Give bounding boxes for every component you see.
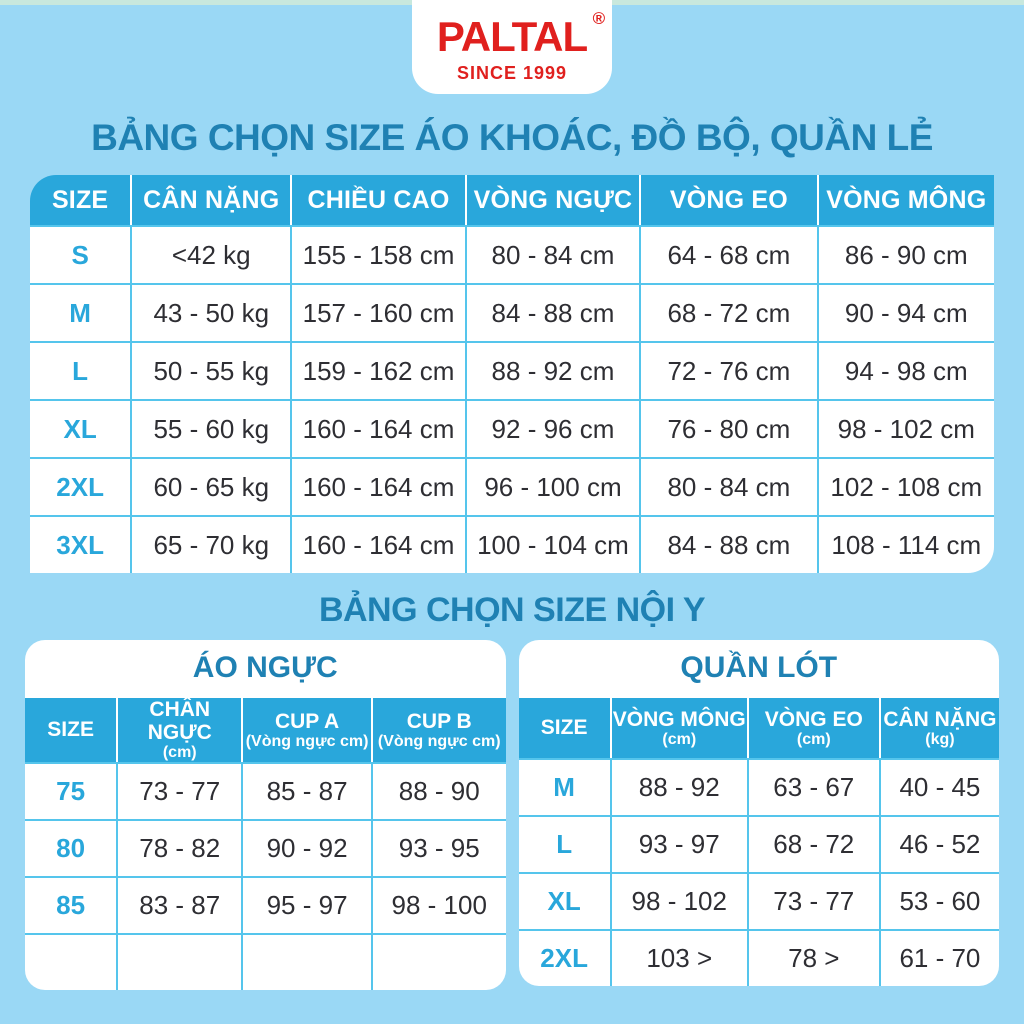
size-label: 80 xyxy=(25,819,116,876)
weight-cell: 46 - 52 xyxy=(879,815,999,872)
column-header-main: CUP A xyxy=(274,709,340,733)
weight-cell: 60 - 65 kg xyxy=(130,457,290,515)
bra-size-table xyxy=(25,696,506,990)
size-row xyxy=(519,815,1000,872)
waist-cell: 73 - 77 xyxy=(747,872,879,929)
column-header-unit: (cm) xyxy=(662,730,697,748)
cup-a-cell: 95 - 97 xyxy=(241,876,371,933)
bra-table-wrap xyxy=(25,640,506,990)
brand-tagline: SINCE 1999 xyxy=(456,63,568,83)
column-header-height: CHIỀU CAO xyxy=(290,175,464,225)
bust-cell: 84 - 88 cm xyxy=(465,283,639,341)
underbust-cell: 83 - 87 xyxy=(116,876,241,933)
header-row xyxy=(30,175,994,225)
size-row xyxy=(30,283,994,341)
waist-cell: 68 - 72 xyxy=(747,815,879,872)
column-header-unit: (cm) xyxy=(162,744,197,762)
size-label: 3XL xyxy=(30,515,130,573)
height-cell: 159 - 162 cm xyxy=(290,341,464,399)
column-header-hip xyxy=(610,696,747,758)
section-title-underwear: BẢNG CHỌN SIZE NỘI Y xyxy=(318,591,706,629)
size-label: L xyxy=(30,341,130,399)
size-row xyxy=(30,515,994,573)
weight-cell: <42 kg xyxy=(130,225,290,283)
hip-cell: 90 - 94 cm xyxy=(817,283,994,341)
column-header-hip: VÒNG MÔNG xyxy=(817,175,994,225)
size-row xyxy=(519,872,1000,929)
cup-b-cell: 93 - 95 xyxy=(371,819,506,876)
column-header-size: SIZE xyxy=(519,696,610,758)
weight-cell: 55 - 60 kg xyxy=(130,399,290,457)
height-cell: 160 - 164 cm xyxy=(290,399,464,457)
column-header-cup-a xyxy=(241,696,371,762)
column-header-unit: (Vòng ngực cm) xyxy=(377,732,501,750)
column-header-waist xyxy=(747,696,879,758)
hip-cell: 88 - 92 xyxy=(610,758,747,815)
weight-cell: 43 - 50 kg xyxy=(130,283,290,341)
outerwear-size-table xyxy=(30,175,994,573)
column-header-cup-b xyxy=(371,696,506,762)
weight-cell: 40 - 45 xyxy=(879,758,999,815)
column-header-main: CÂN NẶNG xyxy=(883,707,997,731)
brand-logo xyxy=(436,9,606,60)
waist-cell: 72 - 76 cm xyxy=(639,341,816,399)
size-label: XL xyxy=(519,872,610,929)
height-cell: 160 - 164 cm xyxy=(290,457,464,515)
panty-table-title: QUẦN LÓT xyxy=(519,640,1000,696)
header-row xyxy=(25,696,506,762)
size-label: 2XL xyxy=(519,929,610,986)
column-header-size: SIZE xyxy=(30,175,130,225)
column-header-main: CUP B xyxy=(406,709,472,733)
height-cell: 160 - 164 cm xyxy=(290,515,464,573)
bust-cell: 96 - 100 cm xyxy=(465,457,639,515)
bust-cell: 92 - 96 cm xyxy=(465,399,639,457)
size-row xyxy=(30,225,994,283)
waist-cell: 76 - 80 cm xyxy=(639,399,816,457)
size-row xyxy=(25,876,506,933)
header-row xyxy=(519,696,1000,758)
column-header-underbust xyxy=(116,696,241,762)
hip-cell: 93 - 97 xyxy=(610,815,747,872)
waist-cell: 68 - 72 cm xyxy=(639,283,816,341)
size-row xyxy=(25,762,506,819)
weight-cell: 65 - 70 kg xyxy=(130,515,290,573)
size-row xyxy=(30,457,994,515)
waist-cell: 84 - 88 cm xyxy=(639,515,816,573)
brand-logo-card xyxy=(412,0,612,94)
weight-cell: 53 - 60 xyxy=(879,872,999,929)
size-label: 85 xyxy=(25,876,116,933)
size-label: M xyxy=(30,283,130,341)
column-header-main: CHÂN NGỰC xyxy=(147,698,212,745)
weight-cell: 50 - 55 kg xyxy=(130,341,290,399)
weight-cell: 61 - 70 xyxy=(879,929,999,986)
column-header-unit: (Vòng ngực cm) xyxy=(245,732,369,750)
size-label: 75 xyxy=(25,762,116,819)
column-header-size: SIZE xyxy=(25,696,116,762)
cup-b-cell xyxy=(371,933,506,990)
height-cell: 155 - 158 cm xyxy=(290,225,464,283)
column-header-weight: CÂN NẶNG xyxy=(130,175,290,225)
size-row xyxy=(519,929,1000,986)
cup-b-cell: 88 - 90 xyxy=(371,762,506,819)
registered-mark: ® xyxy=(592,9,606,28)
hip-cell: 108 - 114 cm xyxy=(817,515,994,573)
hip-cell: 103 > xyxy=(610,929,747,986)
cup-b-cell: 98 - 100 xyxy=(371,876,506,933)
waist-cell: 80 - 84 cm xyxy=(639,457,816,515)
bust-cell: 100 - 104 cm xyxy=(465,515,639,573)
column-header-main: VÒNG MÔNG xyxy=(612,707,746,731)
column-header-bust: VÒNG NGỰC xyxy=(465,175,639,225)
waist-cell: 64 - 68 cm xyxy=(639,225,816,283)
column-header-unit: (cm) xyxy=(796,730,831,748)
size-row xyxy=(30,341,994,399)
column-header-main: VÒNG EO xyxy=(764,707,863,731)
underbust-cell: 78 - 82 xyxy=(116,819,241,876)
column-header-weight xyxy=(879,696,999,758)
size-label: S xyxy=(30,225,130,283)
cup-a-cell xyxy=(241,933,371,990)
panty-size-table xyxy=(519,696,1000,986)
hip-cell: 98 - 102 cm xyxy=(817,399,994,457)
size-label: M xyxy=(519,758,610,815)
hip-cell: 98 - 102 xyxy=(610,872,747,929)
panty-table-wrap xyxy=(519,640,1000,990)
size-label: L xyxy=(519,815,610,872)
cup-a-cell: 90 - 92 xyxy=(241,819,371,876)
size-label: 2XL xyxy=(30,457,130,515)
size-label xyxy=(25,933,116,990)
hip-cell: 102 - 108 cm xyxy=(817,457,994,515)
bust-cell: 88 - 92 cm xyxy=(465,341,639,399)
hip-cell: 94 - 98 cm xyxy=(817,341,994,399)
size-label: XL xyxy=(30,399,130,457)
hip-cell: 86 - 90 cm xyxy=(817,225,994,283)
waist-cell: 78 > xyxy=(747,929,879,986)
size-row-empty xyxy=(25,933,506,990)
column-header-unit: (kg) xyxy=(925,730,955,748)
size-row xyxy=(30,399,994,457)
underwear-tables-container xyxy=(25,640,999,990)
cup-a-cell: 85 - 87 xyxy=(241,762,371,819)
height-cell: 157 - 160 cm xyxy=(290,283,464,341)
underbust-cell xyxy=(116,933,241,990)
brand-name: PALTAL xyxy=(436,13,588,60)
bra-table-title: ÁO NGỰC xyxy=(25,640,506,696)
section-title-outerwear: BẢNG CHỌN SIZE ÁO KHOÁC, ĐỒ BỘ, QUẦN LẺ xyxy=(91,117,933,158)
waist-cell: 63 - 67 xyxy=(747,758,879,815)
bust-cell: 80 - 84 cm xyxy=(465,225,639,283)
column-header-waist: VÒNG EO xyxy=(639,175,816,225)
size-row xyxy=(25,819,506,876)
size-row xyxy=(519,758,1000,815)
underbust-cell: 73 - 77 xyxy=(116,762,241,819)
